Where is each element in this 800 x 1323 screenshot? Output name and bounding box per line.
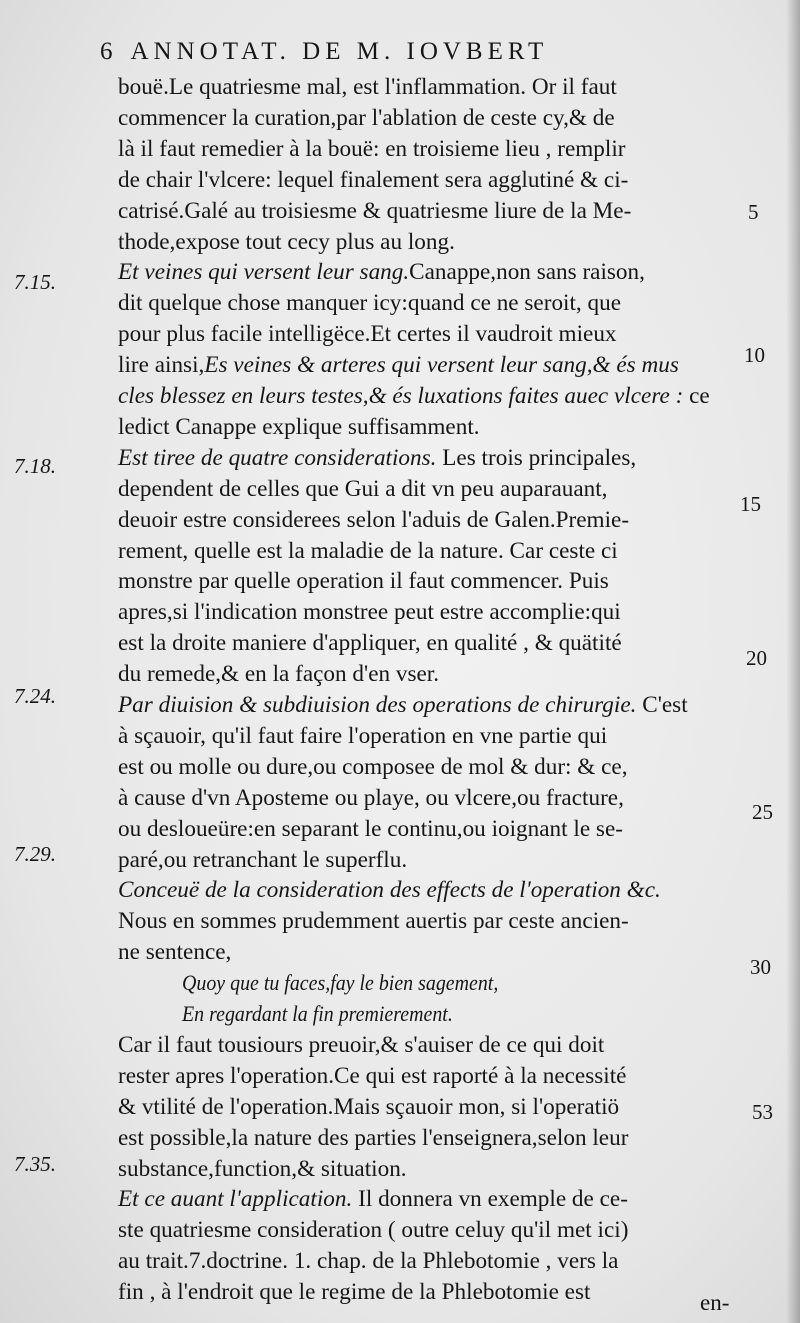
roman-segment: ne sentence, bbox=[118, 939, 232, 966]
text-line bbox=[118, 1184, 738, 1214]
text-line bbox=[118, 227, 738, 257]
text-line bbox=[118, 103, 738, 133]
roman-segment: apres,si l'indication monstree peut estre accomplie:qui bbox=[118, 599, 621, 626]
line-number: 53 bbox=[752, 1100, 773, 1124]
roman-segment: Car il faut tousiours preuoir,& s'auiser de ce qui doit bbox=[118, 1031, 605, 1058]
italic-segment: cles blessez en leurs testes,& és luxations faites auec vlcere : bbox=[118, 383, 684, 409]
roman-segment: à sçauoir, qu'il faut faire l'operation en vne partie qui bbox=[118, 722, 608, 749]
roman-segment: monstre par quelle operation il faut commencer. Puis bbox=[118, 568, 609, 595]
line-number: 10 bbox=[744, 343, 765, 367]
text-line bbox=[118, 659, 738, 689]
roman-segment: substance,function,& situation. bbox=[118, 1155, 407, 1182]
margin-reference: 7.15. bbox=[14, 270, 56, 294]
italic-segment: Est tiree de quatre considerations. bbox=[118, 444, 437, 471]
text-line bbox=[118, 1277, 738, 1307]
roman-segment: de chair l'vlcere: lequel finalement sera agglutiné & ci- bbox=[118, 166, 629, 193]
text-line bbox=[118, 937, 738, 967]
text-line bbox=[118, 752, 738, 782]
roman-segment: fin , à l'endroit que le regime de la Phlebotomie est bbox=[118, 1279, 591, 1306]
text-line bbox=[118, 196, 738, 226]
text-line bbox=[182, 999, 738, 1029]
text-line bbox=[118, 1061, 738, 1091]
text-line bbox=[118, 628, 738, 658]
roman-segment: ste quatriesme consideration ( outre celuy qu'il met ici) bbox=[118, 1217, 629, 1244]
text-line bbox=[118, 1030, 738, 1060]
roman-segment: dit quelque chose manquer icy:quand ce ne seroit, que bbox=[118, 290, 622, 317]
roman-segment: du remede,& en la façon d'en vser. bbox=[118, 661, 440, 688]
catchword: en- bbox=[700, 1290, 730, 1315]
roman-segment: est possible,la nature des parties l'enseignera,selon leur bbox=[118, 1124, 629, 1151]
running-head bbox=[100, 38, 720, 66]
roman-segment: là il faut remedier à la bouë: en troisieme lieu , remplir bbox=[118, 135, 626, 162]
roman-segment: commencer la curation,par l'ablation de ceste cy,& de bbox=[118, 104, 615, 131]
italic-segment: Par diuision & subdiuision des operations de chirurgie. bbox=[118, 692, 637, 718]
text-line bbox=[118, 783, 738, 813]
text-line bbox=[118, 165, 738, 195]
roman-segment: rester apres l'operation.Ce qui est raporté à la necessité bbox=[118, 1062, 627, 1089]
italic-segment: Quoy que tu faces,fay le bien sagement, bbox=[182, 970, 499, 996]
roman-segment: dependent de celles que Gui a dit vn peu auparauant, bbox=[118, 475, 608, 502]
line-number: 25 bbox=[752, 800, 773, 824]
roman-segment: Nous en sommes prudemment auertis par ceste ancien- bbox=[118, 908, 629, 935]
text-line bbox=[118, 72, 738, 102]
text-line bbox=[118, 288, 738, 318]
text-line bbox=[118, 474, 738, 504]
margin-reference: 7.29. bbox=[14, 842, 56, 866]
text-line bbox=[118, 566, 738, 596]
text-line bbox=[118, 906, 738, 936]
margin-reference: 7.24. bbox=[14, 684, 56, 708]
roman-segment: paré,ou retranchant le superflu. bbox=[118, 846, 408, 873]
roman-segment: ledict Canappe explique suffisamment. bbox=[118, 413, 480, 440]
roman-segment: ou desloueüre:en separant le continu,ou ioignant le se- bbox=[118, 815, 623, 842]
roman-segment: catrisé.Galé au troisiesme & quatriesme liure de la Me- bbox=[118, 197, 632, 224]
italic-segment: Es veines & arteres qui versent leur sang,& és mus bbox=[204, 352, 679, 379]
text-line bbox=[118, 1092, 738, 1122]
line-number: 5 bbox=[748, 200, 759, 224]
roman-segment: thode,expose tout cecy plus au long. bbox=[118, 228, 455, 255]
text-line bbox=[118, 690, 738, 720]
running-title: ANNOTAT. DE M. IOVBERT bbox=[130, 38, 549, 65]
text-line bbox=[118, 1215, 738, 1245]
roman-segment: à cause d'vn Aposteme ou playe, ou vlcere,ou fracture, bbox=[118, 784, 624, 811]
italic-segment: Conceuë de la consideration des effects de l'operation &c. bbox=[118, 877, 661, 904]
text-line bbox=[118, 412, 738, 442]
page-edge-shadow bbox=[786, 0, 800, 1323]
roman-segment: rement, quelle est la maladie de la nature. Car ceste ci bbox=[118, 537, 618, 564]
line-number: 15 bbox=[740, 492, 761, 516]
roman-segment: C'est bbox=[636, 692, 688, 718]
roman-segment: deuoir estre considerees selon l'aduis de Galen.Premie- bbox=[118, 506, 630, 533]
text-line bbox=[118, 350, 738, 380]
text-line bbox=[118, 381, 738, 411]
text-line bbox=[118, 257, 738, 287]
roman-segment: au trait.7.doctrine. 1. chap. de la Phlebotomie , vers la bbox=[118, 1248, 619, 1275]
roman-segment: Canappe,non sans raison, bbox=[409, 259, 645, 286]
text-line bbox=[118, 875, 738, 905]
text-line bbox=[118, 1246, 738, 1276]
line-number: 30 bbox=[750, 955, 771, 979]
italic-segment: Et ce auant l'application. bbox=[118, 1186, 353, 1213]
text-line bbox=[118, 505, 738, 535]
text-line bbox=[118, 1123, 738, 1153]
text-line bbox=[118, 134, 738, 164]
text-line bbox=[118, 845, 738, 875]
italic-segment: En regardant la fin premierement. bbox=[182, 1001, 453, 1026]
text-line bbox=[118, 443, 738, 473]
text-line bbox=[118, 721, 738, 751]
margin-reference: 7.18. bbox=[14, 454, 56, 478]
italic-segment: Et veines qui versent leur sang. bbox=[118, 259, 410, 286]
roman-segment: ce bbox=[683, 383, 710, 409]
text-line bbox=[118, 597, 738, 627]
line-number: 20 bbox=[746, 646, 767, 670]
folio-number: 6 bbox=[100, 38, 113, 65]
roman-segment: est ou molle ou dure,ou composee de mol & dur: & ce, bbox=[118, 753, 628, 780]
roman-segment: pour plus facile intelligëce.Et certes il vaudroit mieux bbox=[118, 321, 617, 348]
roman-segment: lire ainsi, bbox=[118, 352, 205, 379]
text-line bbox=[118, 814, 738, 844]
text-line bbox=[182, 968, 738, 998]
roman-segment: Les trois principales, bbox=[436, 444, 637, 471]
roman-segment: bouë.Le quatriesme mal, est l'inflammation. Or il faut bbox=[118, 74, 617, 100]
roman-segment: & vtilité de l'operation.Mais sçauoir mon, si l'operatiö bbox=[118, 1093, 620, 1120]
roman-segment: Il donnera vn exemple de ce- bbox=[352, 1186, 628, 1213]
text-line bbox=[118, 319, 738, 349]
roman-segment: est la droite maniere d'appliquer, en qualité , & quätité bbox=[118, 630, 622, 657]
text-line bbox=[118, 1154, 738, 1184]
text-line bbox=[118, 536, 738, 566]
margin-reference: 7.35. bbox=[14, 1152, 56, 1176]
